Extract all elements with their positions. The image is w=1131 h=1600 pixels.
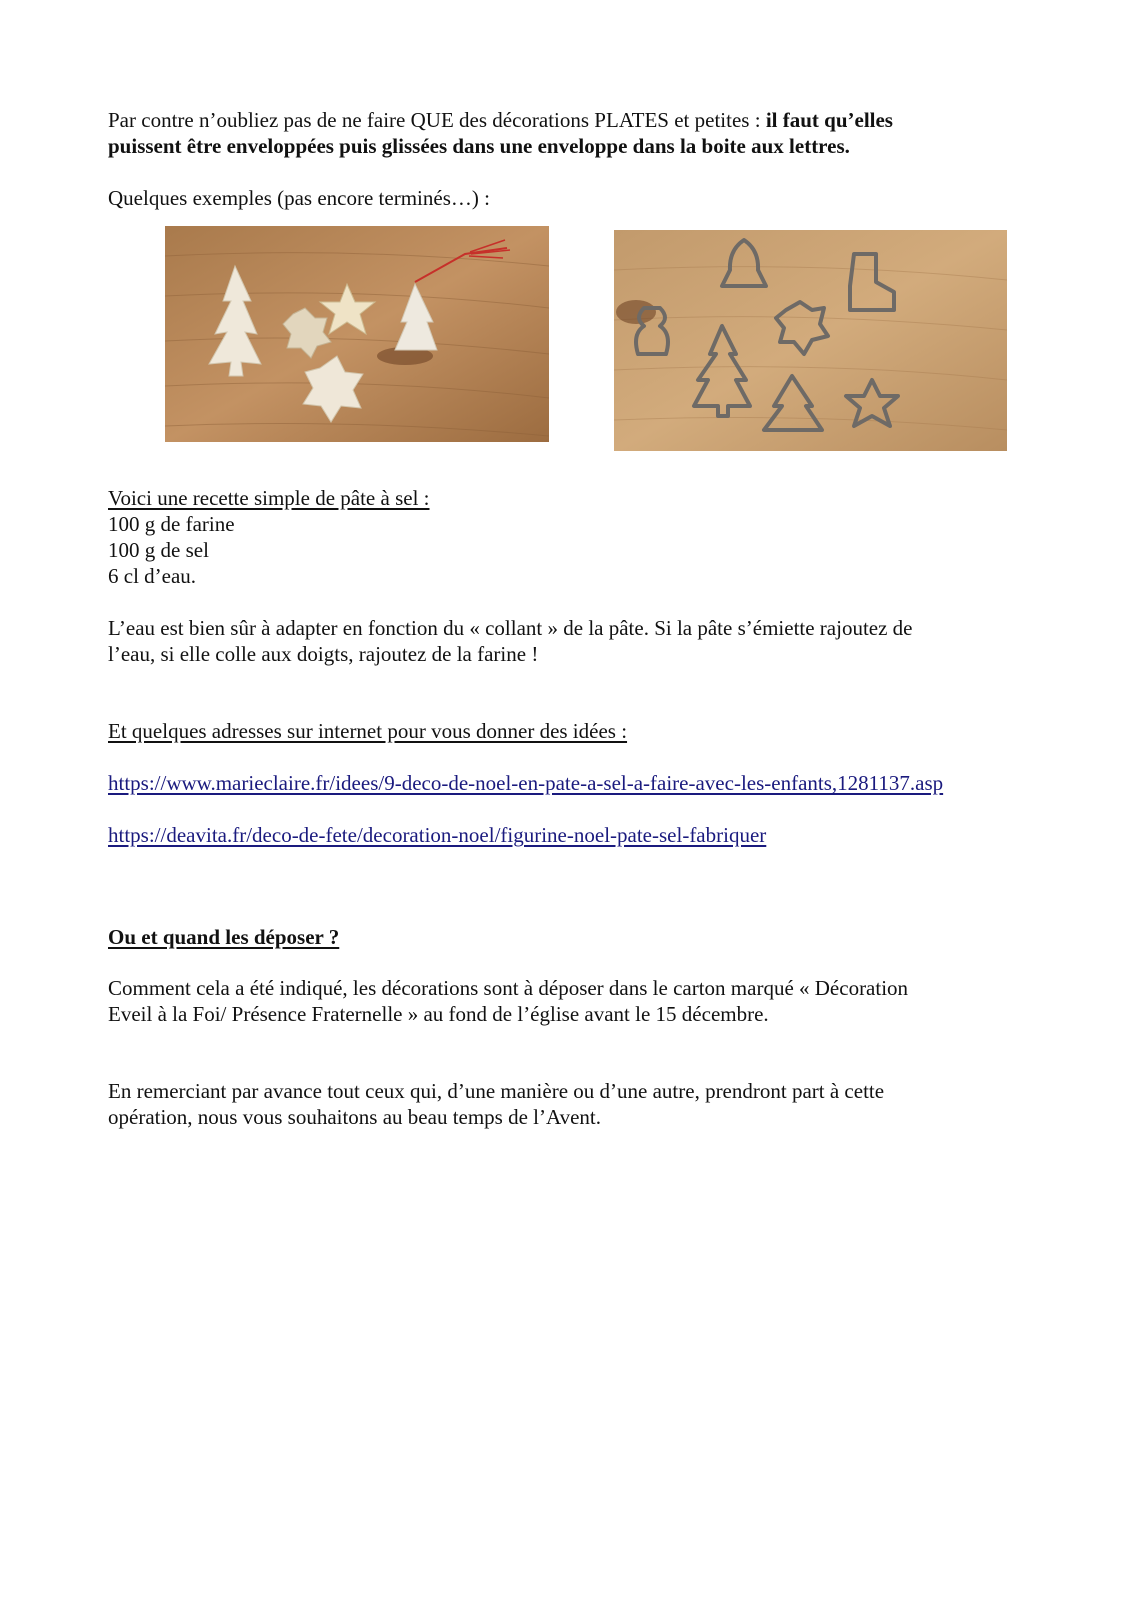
deposit-text-line-1: Comment cela a été indiqué, les décorations sont à déposer dans le carton marqué « Décoration <box>108 976 909 1000</box>
link-row-marieclaire <box>108 770 943 796</box>
ingredient-salt: 100 g de sel <box>108 538 209 562</box>
intro-line-1 <box>108 107 893 133</box>
intro-bold-start: il faut qu’elles <box>765 108 893 132</box>
intro-text: Par contre n’oubliez pas de ne faire QUE des décorations PLATES et petites : <box>108 108 766 132</box>
ingredient-flour: 100 g de farine <box>108 512 235 536</box>
link-deavita[interactable]: https://deavita.fr/deco-de-fete/decoration-noel/figurine-noel-pate-sel-fabriquer <box>108 823 767 847</box>
cookie-cutters-photo <box>614 230 1007 451</box>
closing-line-2: opération, nous vous souhaitons au beau temps de l’Avent. <box>108 1105 602 1129</box>
recipe-heading: Voici une recette simple de pâte à sel : <box>108 486 430 510</box>
salt-dough-ornaments-photo <box>165 226 549 442</box>
water-note-line-2: l’eau, si elle colle aux doigts, rajoutez de la farine ! <box>108 642 539 666</box>
closing-line-1: En remerciant par avance tout ceux qui, d’une manière ou d’une autre, prendront part à cette <box>108 1079 885 1103</box>
water-note-line-1: L’eau est bien sûr à adapter en fonction du « collant » de la pâte. Si la pâte s’émiette rajoutez de <box>108 616 913 640</box>
links-heading: Et quelques adresses sur internet pour vous donner des idées : <box>108 719 628 743</box>
link-row-deavita <box>108 822 766 848</box>
ingredient-water: 6 cl d’eau. <box>108 564 197 588</box>
link-marieclaire[interactable]: https://www.marieclaire.fr/idees/9-deco-de-noel-en-pate-a-sel-a-faire-avec-les-enfants,1281137.asp <box>108 771 944 795</box>
deposit-text-line-2: Eveil à la Foi/ Présence Fraternelle » au fond de l’église avant le 15 décembre. <box>108 1002 769 1026</box>
examples-label: Quelques exemples (pas encore terminés…) : <box>108 186 490 210</box>
intro-bold-line-2: puissent être enveloppées puis glissées dans une enveloppe dans la boite aux lettres. <box>108 134 850 158</box>
deposit-heading: Ou et quand les déposer ? <box>108 925 340 949</box>
